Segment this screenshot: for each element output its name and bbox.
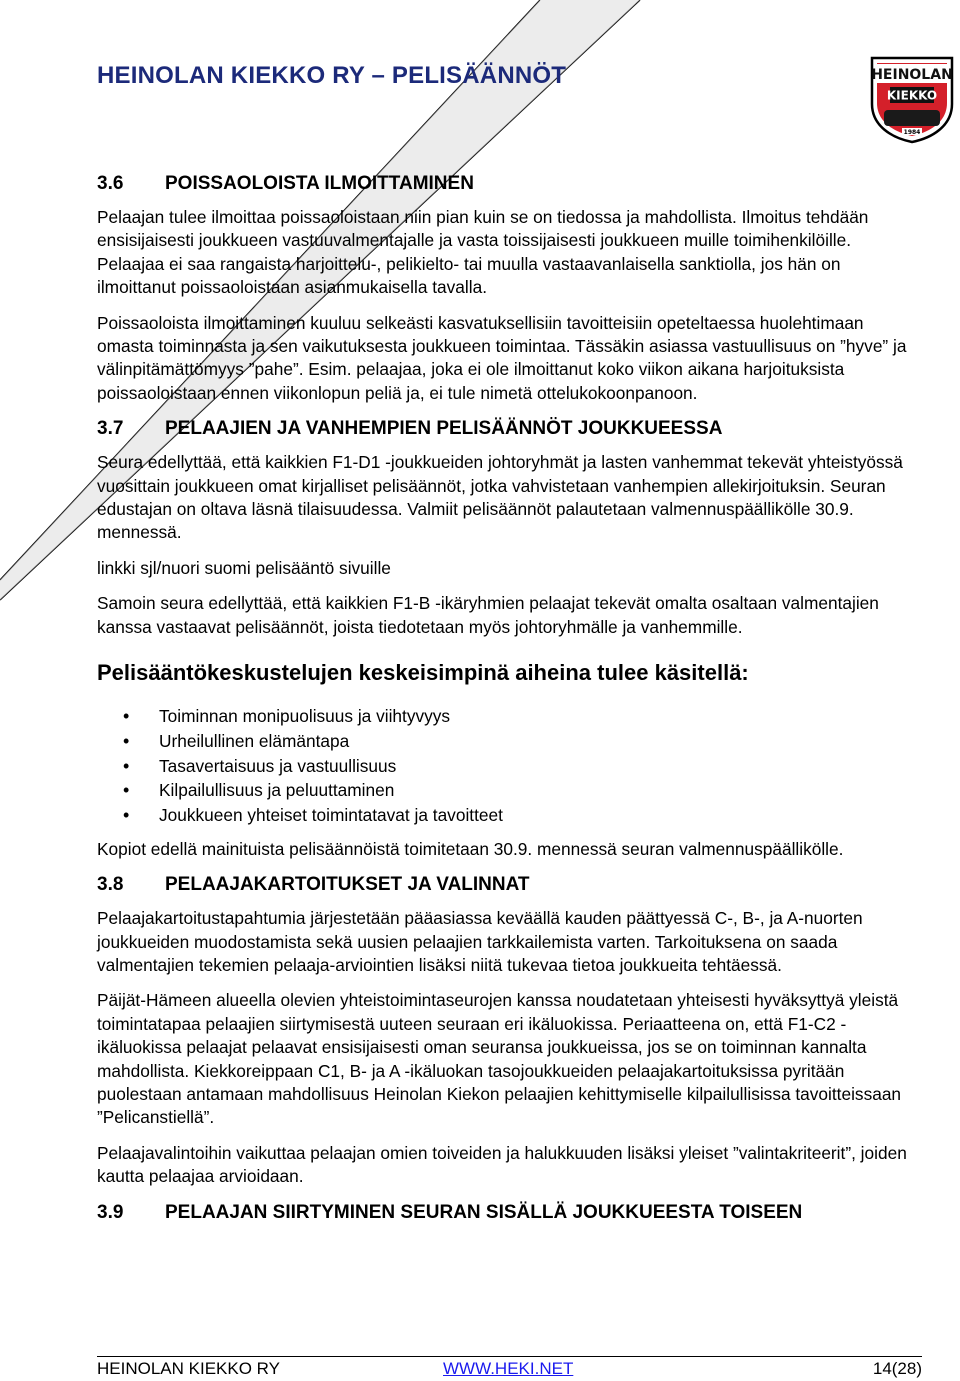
section-heading-3-6: 3.6 POISSAOLOISTA ILMOITTAMINEN [97, 173, 474, 194]
svg-text:HEINOLAN: HEINOLAN [871, 67, 953, 83]
paragraph: linkki sjl/nuori suomi pelisääntö sivuille [97, 557, 391, 578]
list-item: • Urheilullinen elämäntapa [97, 730, 917, 753]
document-body [97, 172, 917, 1235]
paragraph: Poissaoloista ilmoittaminen kuuluu selkeästi kasvatuksellisiin tavoitteisiin opeteltaessa huolehtimaan omasta toiminnasta ja sen vaikutuksesta joukkueen toimintaa. Tässäkin asiassa vastuullisuus on ”hyve” ja välinpitämättömyys ”pahe”. Esim. pelaajaa, joka ei ole ilmoittanut koko viikon aikana harjoituksista poissaoloistaan ennen viikonlopun peliä ja, ei tule nimetä ottelukokoonpanoon. [97, 312, 907, 403]
section-heading-3-7: 3.7 PELAAJIEN JA VANHEMPIEN PELISÄÄNNÖT JOUKKUEESSA [97, 418, 723, 440]
list-item: • Toiminnan monipuolisuus ja viihtyvyys [97, 705, 917, 728]
paragraph: Samoin seura edellyttää, että kaikkien F1-B -ikäryhmien pelaajat tekevät omalta osaltaan valmentajien kanssa vastaavat pelisäännöt, joista tiedotetaan myös johtoryhmälle ja vanhemmille. [97, 593, 879, 637]
svg-text:KIEKKO: KIEKKO [886, 88, 938, 103]
svg-text:1984: 1984 [903, 129, 921, 136]
page-number: 14(28) [872, 1359, 922, 1378]
list-item: • Kilpailullisuus ja peluuttaminen [97, 779, 917, 802]
paragraph: Pelaajan tulee ilmoittaa poissaoloistaan niin pian kuin se on tiedossa ja mahdollista. Ilmoitus tehdään ensisijaisesti joukkueen vastuuvalmentajalle ja vasta toissijaisesti joukkueen muille toimihenkilöille. Pelaajaa ei saa rangaista harjoittelu-, pelikielto- tai muulla vastaavanlaisella sanktiolla, jos hän on ilmoittanut poissaoloistaan asianmukaisella tavalla. [97, 207, 869, 298]
footer-org-name: HEINOLAN KIEKKO RY [97, 1359, 280, 1378]
list-item: • Joukkueen yhteiset toimintatavat ja tavoitteet [97, 804, 917, 827]
paragraph: Pelaajakartoitustapahtumia järjestetään pääasiassa keväällä kauden päättyessä C-, B-, ja A-nuorten joukkueiden muodostamista sekä uusien pelaajien tarkkailemista varten. Tarkoituksena on saada valmentajien tekemien pelaaja-arviointien lisäksi niitä tukevaa tietoa joukkueita tehtäessä. [97, 908, 863, 975]
paragraph: Päijät-Hämeen alueella olevien yhteistoimintaseurojen kanssa noudatetaan yhteisesti hyväksyttyä yleistä toimintatapaa pelaajien siirtymisestä uuteen seuraan eri ikäluokissa. Periaatteena on, että F1-C2 -ikäluokissa pelaajat pelaavat ensisijaisesti oman seuransa joukkueissa, jos se on toiminnan kannalta mahdollista. Kiekkoreippaan C1, B- ja A -ikäluokan tasojoukkueiden pelaajakartoituksissa pyritään puolestaan antamaan mahdollisuus Heinolan Kiekon pelaajien kehittymiselle kilpailullisissa tavoitteissaan ”Pelicanstiellä”. [97, 990, 902, 1128]
discussion-topics-list [97, 705, 917, 828]
page-header-title: HEINOLAN KIEKKO RY – PELISÄÄNNÖT [97, 62, 567, 89]
section-heading-3-9: 3.9 PELAAJAN SIIRTYMINEN SEURAN SISÄLLÄ JOUKKUEESTA TOISEEN [97, 1201, 803, 1223]
paragraph: Kopiot edellä mainituista pelisäännöistä toimitetaan 30.9. mennessä seuran valmennuspäällikölle. [97, 838, 844, 859]
footer-divider [97, 1356, 922, 1357]
footer-website-link[interactable]: WWW.HEKI.NET [443, 1359, 574, 1378]
heinolan-kiekko-logo [866, 54, 958, 144]
paragraph: Pelaajavalintoihin vaikuttaa pelaajan omien toiveiden ja halukkuuden lisäksi yleiset ”valintakriteerit”, joiden kautta pelaajaa arvioidaan. [97, 1142, 907, 1187]
discussion-topics-heading: Pelisääntökeskustelujen keskeisimpinä aiheina tulee käsitellä: [97, 660, 749, 686]
paragraph: Seura edellyttää, että kaikkien F1-D1 -joukkueiden johtoryhmät ja lasten vanhemmat tekevät yhteistyössä vuosittain joukkueen omat kirjalliset pelisäännöt, jotka vahvistetaan vanhempien allekirjoituksin. Seuran edustajan on oltava läsnä tilaisuudessa. Valmiit pelisäännöt palautetaan valmennuspäällikölle 30.9. mennessä. [97, 452, 903, 543]
section-heading-3-8: 3.8 PELAAJAKARTOITUKSET JA VALINNAT [97, 874, 530, 896]
list-item: • Tasavertaisuus ja vastuullisuus [97, 755, 917, 778]
